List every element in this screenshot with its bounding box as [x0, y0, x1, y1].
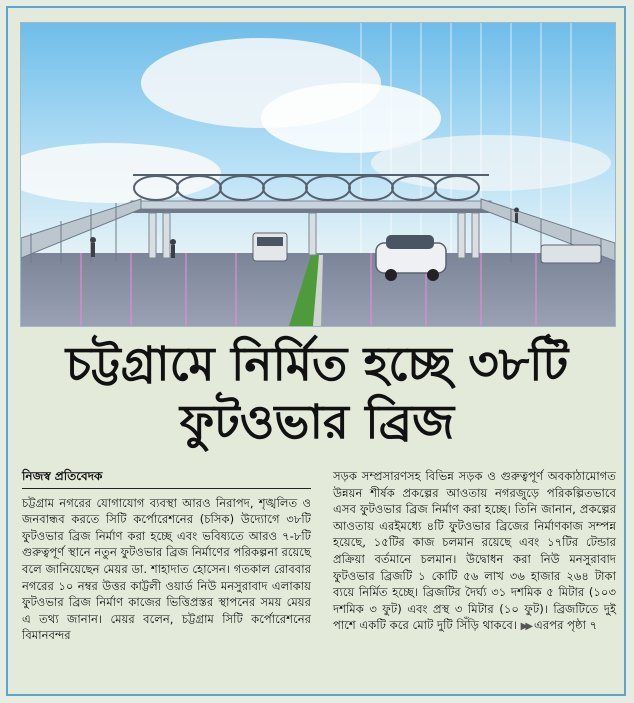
continuation-text: এরপর পৃষ্ঠা ৭: [534, 618, 598, 633]
article-column-left: [22, 468, 311, 644]
byline: নিজস্ব প্রতিবেদক: [22, 468, 311, 489]
body-text-left: চট্টগ্রাম নগরের যোগাযোগ ব্যবস্থা আরও নিরাপদ, শৃঙ্খলিত ও জনবান্ধব করতে সিটি কর্পোরেশনের (চসিক) উদ্যোগে ৩৮টি ফুটওভার ব্রিজ নির্মাণ করা হচ্ছে এবং ভবিষ্যতে আরও ৭-৮টি গুরুত্বপূর্ণ স্থানে নতুন ফুটওভার ব্রিজ নির্মাণের পরিকল্পনা রয়েছে বলে জানিয়েছেন মেয়র ডা. শাহাদাত হোসেন। গতকাল রোববার নগরের ১০ নম্বর উত্তর কাট্টলী ওয়ার্ড নিউ মনসুরাবাদ এলাকায় ফুটওভার ব্রিজ নির্মাণ কাজের ভিত্তিপ্রস্তর স্থাপনের সময় মেয়র এ তথ্য জানান। মেয়র বলেন, চট্টগ্রাম সিটি কর্পোরেশনের বিমানবন্দর: [22, 495, 311, 643]
continuation-note: [521, 618, 598, 632]
headline: [20, 336, 614, 452]
headline-line-2: ফুটওভার ব্রিজ: [179, 395, 455, 450]
car-bus: [541, 245, 601, 263]
car-van: [253, 233, 287, 261]
footbridge-illustration: [21, 23, 615, 326]
headline-line-1: চট্টগ্রামে নির্মিত হচ্ছে ৩৮টি: [65, 337, 569, 392]
double-play-arrow-icon: ▶▶: [520, 621, 531, 633]
article-column-right: [333, 468, 616, 636]
body-text-right: সড়ক সম্প্রসারণসহ বিভিন্ন সড়ক ও গুরুত্বপূর্ণ অবকাঠামোগত উন্নয়ন শীর্ষক প্রকল্পের আওতায় নগরজুড়ে পরিকল্পিতভাবে এসব ফুটওভার ব্রিজ নির্মাণ করা হচ্ছে। তিনি জানান, প্রকল্পের আওতায় এরইমধ্যে ৪টি ফুটওভার ব্রিজের নির্মাণকাজ সম্পন্ন হয়েছে, ১৫টির কাজ চলমান রয়েছে এবং ১৭টির টেন্ডার প্রক্রিয়া বর্তমানে চলমান। উদ্বোধন করা নিউ মনসুরাবাদ ফুটওভার ব্রিজটি ১ কোটি ৫৬ লাখ ৩৬ হাজার ২৬৪ টাকা ব্যয়ে নির্মিত হচ্ছে। ব্রিজটির দৈর্ঘ্য ৩১ দশমিক ৫ মিটার (১০৩ দশমিক ৩ ফুট) এবং প্রস্থ ৩ মিটার (১০ ফুট)। ব্রিজটিতে দুই পাশে একটি করে মোট দুটি সিঁড়ি থাকবে।: [333, 469, 616, 633]
footbridge-rendering-photo: [20, 22, 616, 327]
